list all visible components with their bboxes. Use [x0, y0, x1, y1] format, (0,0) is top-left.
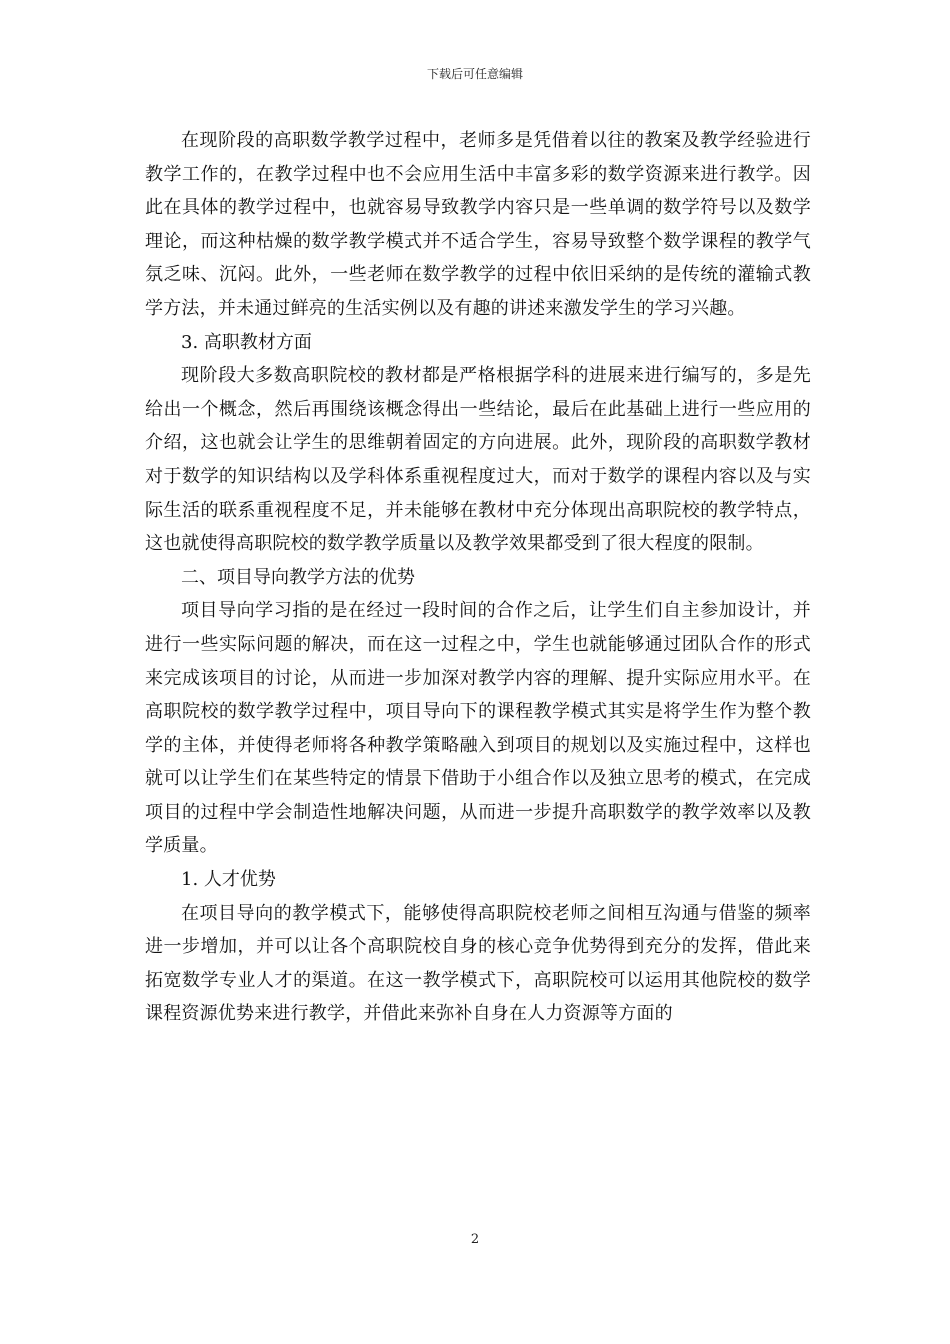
document-body [145, 124, 811, 1031]
heading-textbook: 3. 高职教材方面 [181, 331, 312, 353]
paragraph-talent-advantage: 在项目导向的教学模式下，能够使得高职院校老师之间相互沟通与借鉴的频率进一步增加，并可以让各个高职院校自身的核心竞争优势得到充分的发挥，借此来拓宽数学专业人才的渠道。在这一教学模式下，高职院校可以运用其他院校的数学课程资源优势来进行教学，并借此来弥补自身在人力资源等方面的 [145, 902, 811, 1025]
paragraph-textbook: 现阶段大多数高职院校的教材都是严格根据学科的进展来进行编写的，多是先给出一个概念，然后再围绕该概念得出一些结论，最后在此基础上进行一些应用的介绍，这也就会让学生的思维朝着固定的方向进展。此外，现阶段的高职数学教材对于数学的知识结构以及学科体系重视程度过大，而对于数学的课程内容以及与实际生活的联系重视程度不足，并未能够在教材中充分体现出高职院校的教学特点，这也就使得高职院校的数学教学质量以及教学效果都受到了很大程度的限制。 [145, 365, 811, 555]
heading-talent-advantage: 1. 人才优势 [181, 869, 276, 891]
paragraph-teaching-status: 在现阶段的高职数学教学过程中，老师多是凭借着以往的教案及教学经验进行教学工作的，在教学过程中也不会应用生活中丰富多彩的数学资源来进行教学。因此在具体的教学过程中，也就容易导致教学内容只是一些单调的数学符号以及数学理论，而这种枯燥的数学教学模式并不适合学生，容易导致整个数学课程的教学气氛乏味、沉闷。此外，一些老师在数学教学的过程中依旧采纳的是传统的灌输式教学方法，并未通过鲜亮的生活实例以及有趣的讲述来激发学生的学习兴趣。 [145, 130, 811, 319]
page-number: 2 [470, 1232, 480, 1247]
paragraph-project-learning: 项目导向学习指的是在经过一段时间的合作之后，让学生们自主参加设计，并进行一些实际问题的解决，而在这一过程之中，学生也就能够通过团队合作的形式来完成该项目的讨论，从而进一步加深对教学内容的理解、提升实际应用水平。在高职院校的数学教学过程中，项目导向下的课程教学模式其实是将学生作为整个教学的主体，并使得老师将各种教学策略融入到项目的规划以及实施过程中，这样也就可以让学生们在某些特定的情景下借助于小组合作以及独立思考的模式，在完成项目的过程中学会制造性地解决问题，从而进一步提升高职数学的教学效率以及教学质量。 [145, 600, 811, 857]
page-header: 下载后可任意编辑 [426, 67, 523, 81]
heading-project-advantages: 二、项目导向教学方法的优势 [181, 566, 415, 588]
